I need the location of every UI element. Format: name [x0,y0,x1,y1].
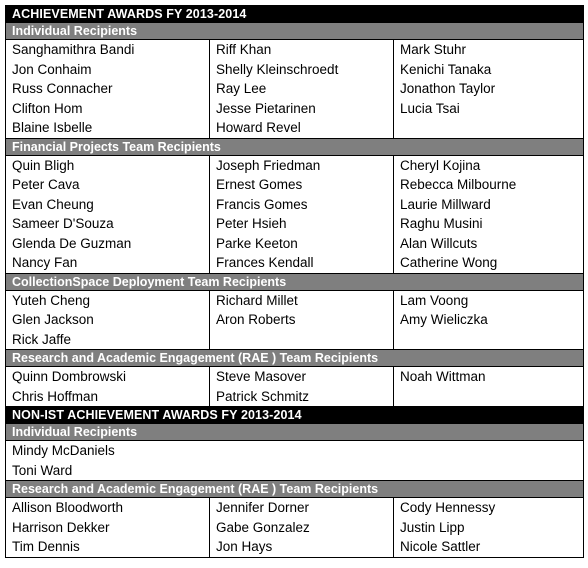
section-heading: Financial Projects Team Recipients [6,138,584,155]
section-heading: CollectionSpace Deployment Team Recipients [6,273,584,290]
section-heading: Individual Recipients [6,424,584,441]
recipients-row [6,290,584,350]
recipients-column [210,290,394,350]
recipient-name: Nicole Sattler [400,539,481,554]
recipients-column [394,155,584,273]
recipient-name: Quin Bligh [12,157,75,173]
recipient-name: Nancy Fan [12,255,78,270]
recipient-name: Catherine Wong [400,255,498,270]
recipients-column [394,367,584,407]
recipient-name: Glenda De Guzman [12,235,132,251]
recipient-name: Shelly Kleinschroedt [216,61,339,77]
recipient-name: Gabe Gonzalez [216,519,310,535]
recipients-row [6,155,584,273]
recipient-name: Harrison Dekker [12,519,110,535]
recipient-name: Quinn Dombrowski [12,369,127,384]
recipient-name: Sameer D'Souza [12,216,114,231]
recipient-name: Ernest Gomes [216,177,303,192]
recipient-name: Chris Hoffman [12,388,99,404]
recipient-name: Joseph Friedman [216,157,321,173]
recipients-column [210,498,394,558]
section-header-row [6,23,584,40]
recipient-name: Sanghamithra Bandi [12,42,135,57]
recipient-name: Jennifer Dorner [216,500,310,515]
awards-table [5,5,584,558]
recipient-name: Jesse Pietarinen [216,100,316,116]
recipients-column [6,441,584,481]
recipient-name: Laurie Millward [400,196,491,212]
recipient-name: Lam Voong [400,292,469,308]
section-heading: Individual Recipients [6,23,584,40]
recipient-name: Rebecca Milbourne [400,177,517,192]
recipients-column [394,498,584,558]
recipient-name: Evan Cheung [12,196,94,212]
recipient-name: Ray Lee [216,81,267,96]
recipients-column [6,40,210,139]
recipient-name: Jon Conhaim [12,61,92,77]
recipient-name: Clifton Hom [12,100,83,116]
section-header-row [6,273,584,290]
recipient-name: Cody Hennessy [400,500,496,515]
award-title-row [6,6,584,23]
recipient-name: Riff Khan [216,42,272,57]
recipients-column [210,40,394,139]
recipient-name: Steve Masover [216,369,307,384]
recipient-name: Kenichi Tanaka [400,61,492,77]
recipient-name: Yuteh Cheng [12,292,91,308]
section-heading: Research and Academic Engagement (RAE ) Team Recipients [6,481,584,498]
recipient-name: Mark Stuhr [400,42,467,57]
recipient-name: Raghu Musini [400,216,483,231]
recipient-name: Howard Revel [216,120,301,135]
award-title: ACHIEVEMENT AWARDS FY 2013-2014 [6,6,584,23]
recipient-name: Alan Willcuts [400,235,478,251]
recipients-row [6,441,584,481]
section-header-row [6,138,584,155]
section-heading: Research and Academic Engagement (RAE ) Team Recipients [6,350,584,367]
recipient-name: Amy Wieliczka [400,312,488,327]
recipient-name: Tim Dennis [12,539,80,554]
recipients-column [6,155,210,273]
recipient-name: Jonathon Taylor [400,81,496,96]
recipient-name: Frances Kendall [216,255,314,270]
recipient-name: Justin Lipp [400,519,465,535]
recipient-name: Francis Gomes [216,196,308,212]
recipient-name: Parke Keeton [216,235,298,251]
recipient-name: Richard Millet [216,292,298,308]
recipients-column [394,290,584,350]
recipient-name: Glen Jackson [12,312,94,327]
recipient-name: Rick Jaffe [12,331,72,347]
recipient-name: Patrick Schmitz [216,388,310,404]
section-header-row [6,424,584,441]
recipients-column [210,155,394,273]
recipient-name: Noah Wittman [400,369,486,384]
recipients-column [6,367,210,407]
section-header-row [6,481,584,498]
recipients-column [210,367,394,407]
award-title: NON-IST ACHIEVEMENT AWARDS FY 2013-2014 [6,407,584,424]
recipient-name: Lucia Tsai [400,100,460,116]
recipient-name: Blaine Isbelle [12,120,93,135]
recipients-column [6,498,210,558]
recipient-name: Allison Bloodworth [12,500,124,515]
recipient-name: Mindy McDaniels [12,443,115,458]
award-title-row [6,407,584,424]
recipient-name: Peter Cava [12,177,80,192]
recipient-name: Russ Connacher [12,81,113,96]
recipients-column [394,40,584,139]
recipients-row [6,40,584,139]
recipient-name: Aron Roberts [216,312,296,327]
recipient-name: Cheryl Kojina [400,157,481,173]
recipients-row [6,498,584,558]
recipient-name: Peter Hsieh [216,216,287,231]
recipients-column [6,290,210,350]
recipient-name: Jon Hays [216,539,273,554]
section-header-row [6,350,584,367]
recipients-row [6,367,584,407]
awards-document [5,5,583,558]
recipient-name: Toni Ward [12,462,73,478]
